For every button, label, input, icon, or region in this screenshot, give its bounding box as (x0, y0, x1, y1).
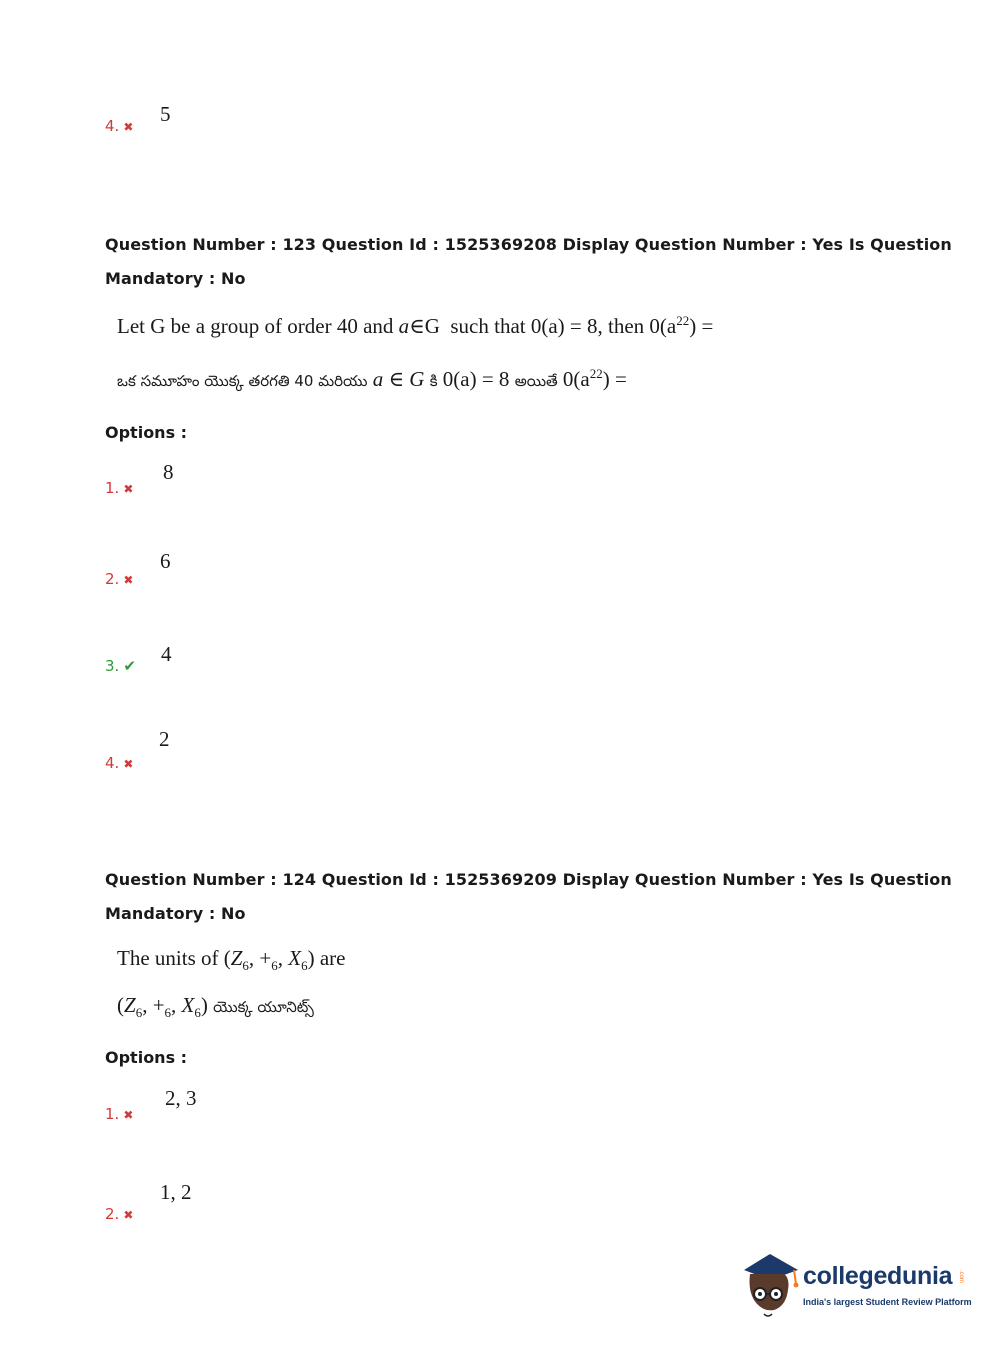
question-header-line1: Question Number : 123 Question Id : 1525369208 Display Question Number : Yes Is Question (105, 235, 952, 254)
option-row (105, 569, 133, 588)
question-text-telugu: ఒక సమూహం యొక్క తరగతి 40 మరియు a ∈ G కి 0(a) = 8 అయితే $0(a^{22})$ = (117, 366, 627, 391)
wrong-icon: ✖ (123, 573, 134, 587)
question-text-english: The units of ($Z_6$, $+_6$, $X_6$) are (117, 946, 346, 974)
option-row (105, 116, 133, 135)
option-row (105, 1204, 133, 1223)
check-icon: ✔ (123, 657, 136, 675)
question-header-line2: Mandatory : No (105, 269, 246, 288)
option-value: 2, 3 (165, 1086, 197, 1110)
option-value: 2 (159, 727, 170, 751)
question-header (105, 863, 952, 931)
question-header-line2: Mandatory : No (105, 904, 246, 923)
option-value: 8 (163, 460, 174, 484)
option-value: 4 (161, 642, 172, 666)
option-number: 2. (105, 570, 120, 588)
option-number: 3. (105, 657, 120, 675)
logo-com: .com (958, 1270, 964, 1284)
wrong-icon: ✖ (123, 120, 134, 134)
option-number: 4. (105, 754, 120, 772)
wrong-icon: ✖ (123, 482, 134, 496)
option-number: 4. (105, 117, 120, 135)
option-number: 1. (105, 479, 120, 497)
option-number: 1. (105, 1105, 120, 1123)
question-header-line1: Question Number : 124 Question Id : 1525369209 Display Question Number : Yes Is Question (105, 870, 952, 889)
option-row (105, 1104, 133, 1123)
option-value: 5 (160, 102, 171, 126)
question-text-english: Let G be a group of order 40 and a∈G such that 0(a) = 8, then $0(a^{22})$ = (117, 313, 714, 338)
option-value: 6 (160, 549, 171, 573)
option-value: 1, 2 (160, 1180, 192, 1204)
wrong-icon: ✖ (123, 1108, 134, 1122)
option-number: 2. (105, 1205, 120, 1223)
wrong-icon: ✖ (123, 1208, 134, 1222)
logo-tagline: India's largest Student Review Platform (803, 1297, 972, 1307)
option-row (105, 656, 136, 675)
options-label: Options : (105, 1048, 188, 1067)
option-row (105, 478, 133, 497)
question-header (105, 228, 952, 296)
collegedunia-mascot-icon (740, 1250, 802, 1320)
question-text-telugu: ($Z_6$, $+_6$, $X_6$) యొక్క యూనిట్స్ (117, 993, 314, 1021)
option-row (105, 753, 133, 772)
options-label: Options : (105, 423, 188, 442)
logo-name: collegedunia (803, 1262, 953, 1290)
wrong-icon: ✖ (123, 757, 134, 771)
